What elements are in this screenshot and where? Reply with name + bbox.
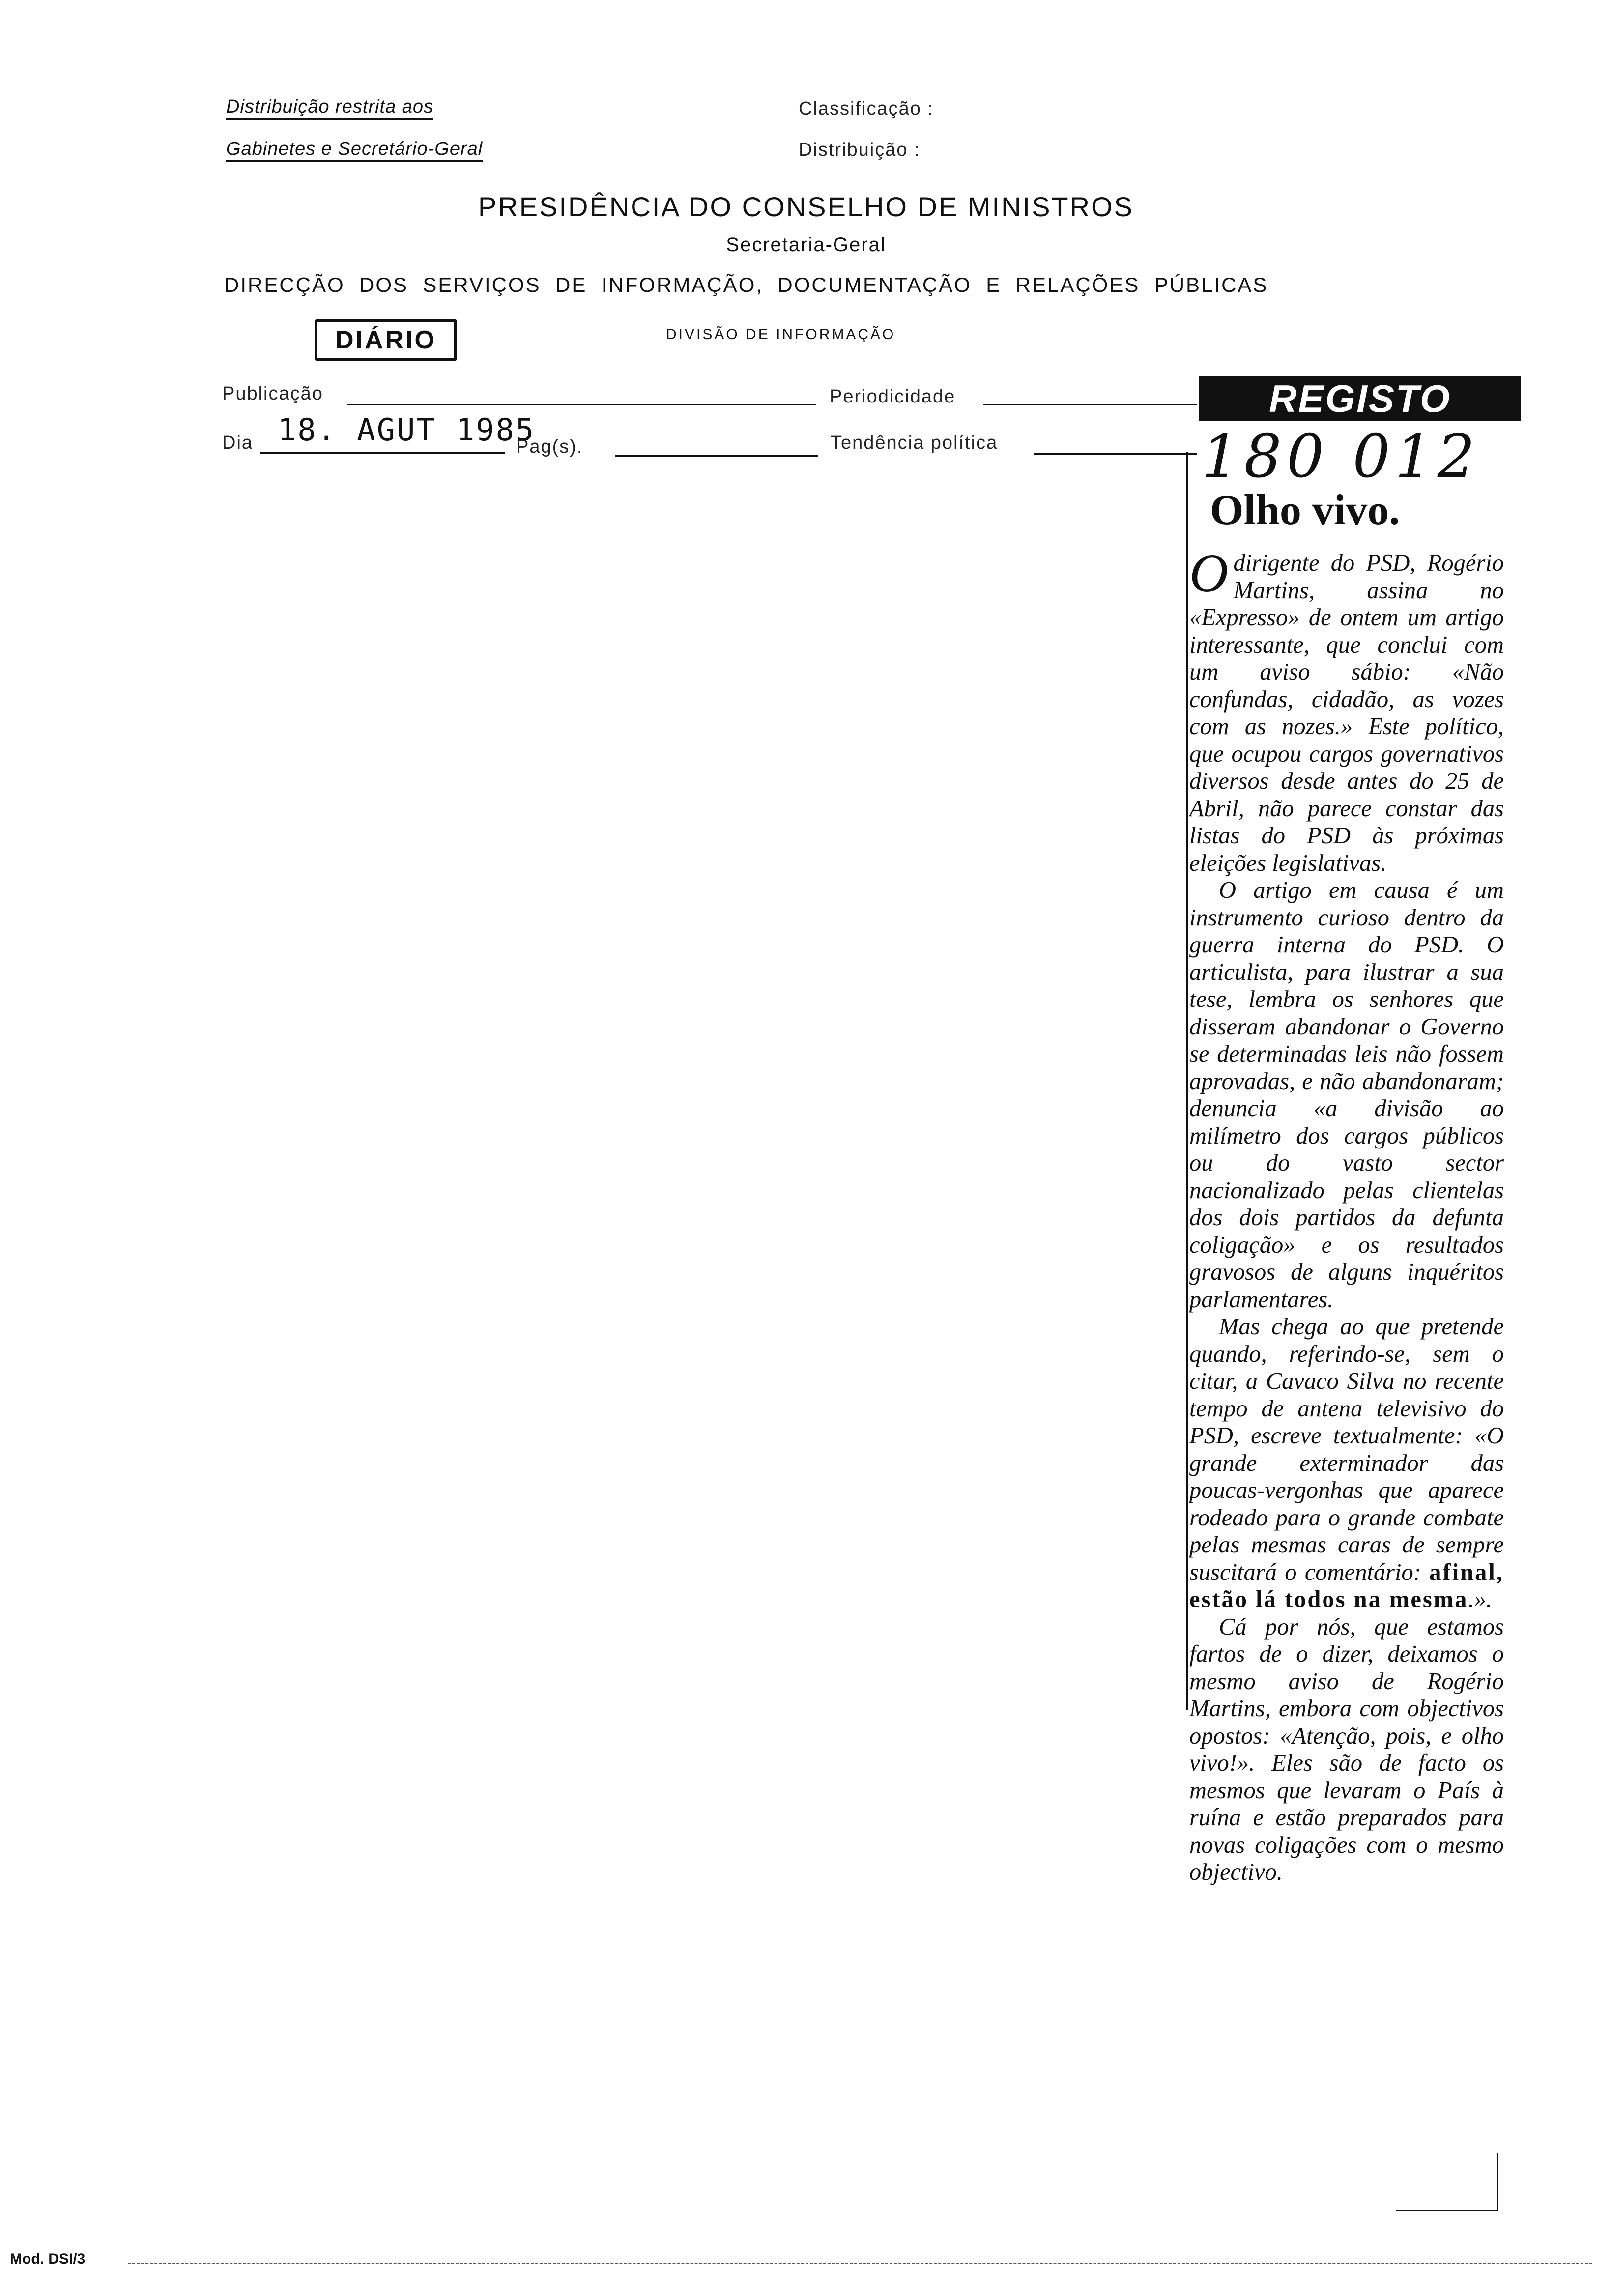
- pages-label: Pag(s).: [516, 436, 583, 457]
- distribution-restricted-line: Distribuição restrita aos: [226, 96, 433, 120]
- article-paragraph-2: O artigo em causa é um instrumento curioso dentro da guerra interna do PSD. O articulista, para ilustrar a sua tese, lembra os senhores que disseram abandonar o Governo se determinadas leis não fossem aprovadas, e não abandonaram; denuncia «a divisão ao milímetro dos cargos públicos ou do vasto sector nacionalizado pelas clientelas dos dois partidos da defunta coligação» e os resultados gravosos de alguns inquéritos parlamentares.: [1189, 877, 1504, 1313]
- organization-title: PRESIDÊNCIA DO CONSELHO DE MINISTROS: [478, 191, 1134, 222]
- article-paragraph-1: O dirigente do PSD, Rogério Martins, assina no «Expresso» de ontem um artigo interessante, que conclui com um aviso sábio: «Não confundas, cidadão, as vozes com as nozes.» Este político, que ocupou cargos governativos diversos desde antes do 25 de Abril, não parece constar das listas do PSD às próximas eleições legislativas.: [1189, 549, 1504, 876]
- publication-label: Publicação: [222, 383, 323, 404]
- tendency-label: Tendência política: [831, 432, 998, 453]
- diario-stamp: DIÁRIO: [315, 319, 457, 361]
- registo-stamp: REGISTO: [1199, 376, 1521, 421]
- pages-field-line: [615, 455, 818, 457]
- day-value: 18. AGUT 1985: [278, 412, 536, 448]
- division-title: DIVISÃO DE INFORMAÇÃO: [666, 326, 896, 343]
- day-field-line: [260, 452, 505, 454]
- model-code: Mod. DSI/3: [10, 2251, 86, 2267]
- directorate-title: DIRECÇÃO DOS SERVIÇOS DE INFORMAÇÃO, DOCUMENTAÇÃO E RELAÇÕES PÚBLICAS: [224, 273, 1268, 296]
- distribution-cabinets-line: Gabinetes e Secretário-Geral: [226, 139, 483, 162]
- article-emphasis: afinal, estão lá todos na mesma: [1189, 1559, 1504, 1612]
- article-paragraph-4: Cá por nós, que estamos fartos de o dizer, deixamos o mesmo aviso de Rogério Martins, embora com objectivos opostos: «Atenção, pois, e olho vivo!». Eles são de facto os mesmos que levaram o País à ruína e estão preparados para novas coligações com o mesmo objectivo.: [1189, 1613, 1504, 1885]
- periodicity-field-line: [983, 404, 1197, 405]
- periodicity-label: Periodicidade: [830, 386, 956, 407]
- secretariat-title: Secretaria-Geral: [726, 234, 886, 256]
- publication-field-line: [347, 404, 816, 405]
- day-label: Dia: [222, 432, 254, 453]
- article-body: [1189, 549, 1504, 2210]
- article-left-border: [1186, 452, 1188, 1710]
- article-headline: Olho vivo.: [1210, 487, 1400, 534]
- handwritten-registration-number: 180 012: [1202, 423, 1480, 491]
- tendency-field-line: [1034, 453, 1197, 455]
- distribution-label: Distribuição :: [799, 140, 921, 160]
- footer-rule: [128, 2263, 1592, 2264]
- classification-label: Classificação :: [799, 98, 934, 119]
- article-dropcap: O: [1189, 549, 1229, 603]
- article-paragraph-3: Mas chega ao que pretende quando, referindo-se, sem o citar, a Cavaco Silva no recente tempo de antena televisivo do PSD, escreve textualmente: «O grande exterminador das poucas-vergonhas que aparece rodeado para o grande combate pelas mesmas caras de sempre suscitará o comentário: afinal, estão lá todos na mesma.».: [1189, 1314, 1504, 1612]
